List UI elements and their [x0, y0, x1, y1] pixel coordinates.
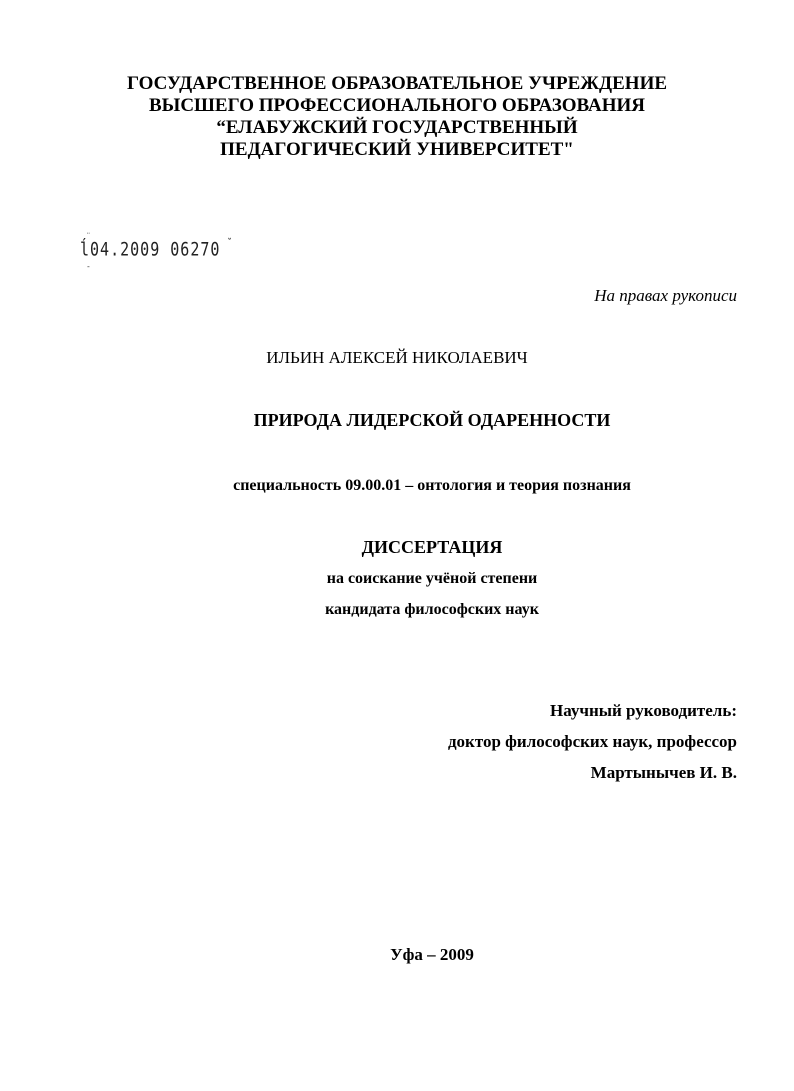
degree-line-2: кандидата философских наук — [325, 601, 539, 618]
supervisor-label: Научный руководитель: — [550, 701, 737, 720]
institution-header — [0, 73, 794, 161]
institution-line-2: ВЫСШЕГО ПРОФЕССИОНАЛЬНОГО ОБРАЗОВАНИЯ — [149, 95, 645, 116]
registration-stamp — [80, 238, 233, 261]
dissertation-type: ДИССЕРТАЦИЯ — [361, 537, 503, 557]
supervisor-block — [448, 695, 737, 788]
dissertation-title: ПРИРОДА ЛИДЕРСКОЙ ОДАРЕННОСТИ — [253, 410, 611, 430]
stamp-code: 04.2009 06270 — [90, 238, 221, 261]
specialty-line: специальность 09.00.01 – онтология и теория познания — [233, 477, 631, 494]
city-year: Уфа – 2009 — [390, 945, 474, 964]
supervisor-credentials: доктор философских наук, профессор — [447, 732, 737, 751]
institution-line-1: ГОСУДАРСТВЕННОЕ ОБРАЗОВАТЕЛЬНОЕ УЧРЕЖДЕНИЕ — [126, 73, 668, 94]
manuscript-note: На правах рукописи — [594, 286, 737, 305]
stamp-bracket: ĺ — [80, 238, 91, 261]
stamp-mark-top: ¨ — [86, 232, 91, 241]
institution-line-4: ПЕДАГОГИЧЕСКИЙ УНИВЕРСИТЕТ" — [220, 139, 574, 160]
stamp-mark-bottom: - — [86, 262, 91, 271]
institution-line-3: “ЕЛАБУЖСКИЙ ГОСУДАРСТВЕННЫЙ — [216, 117, 578, 138]
stamp-tail-mark: ˘ — [220, 238, 234, 251]
supervisor-name: Мартынычев И. В. — [590, 763, 737, 782]
author-name: ИЛЬИН АЛЕКСЕЙ НИКОЛАЕВИЧ — [266, 348, 528, 367]
degree-line-1: на соискание учёной степени — [326, 570, 538, 587]
